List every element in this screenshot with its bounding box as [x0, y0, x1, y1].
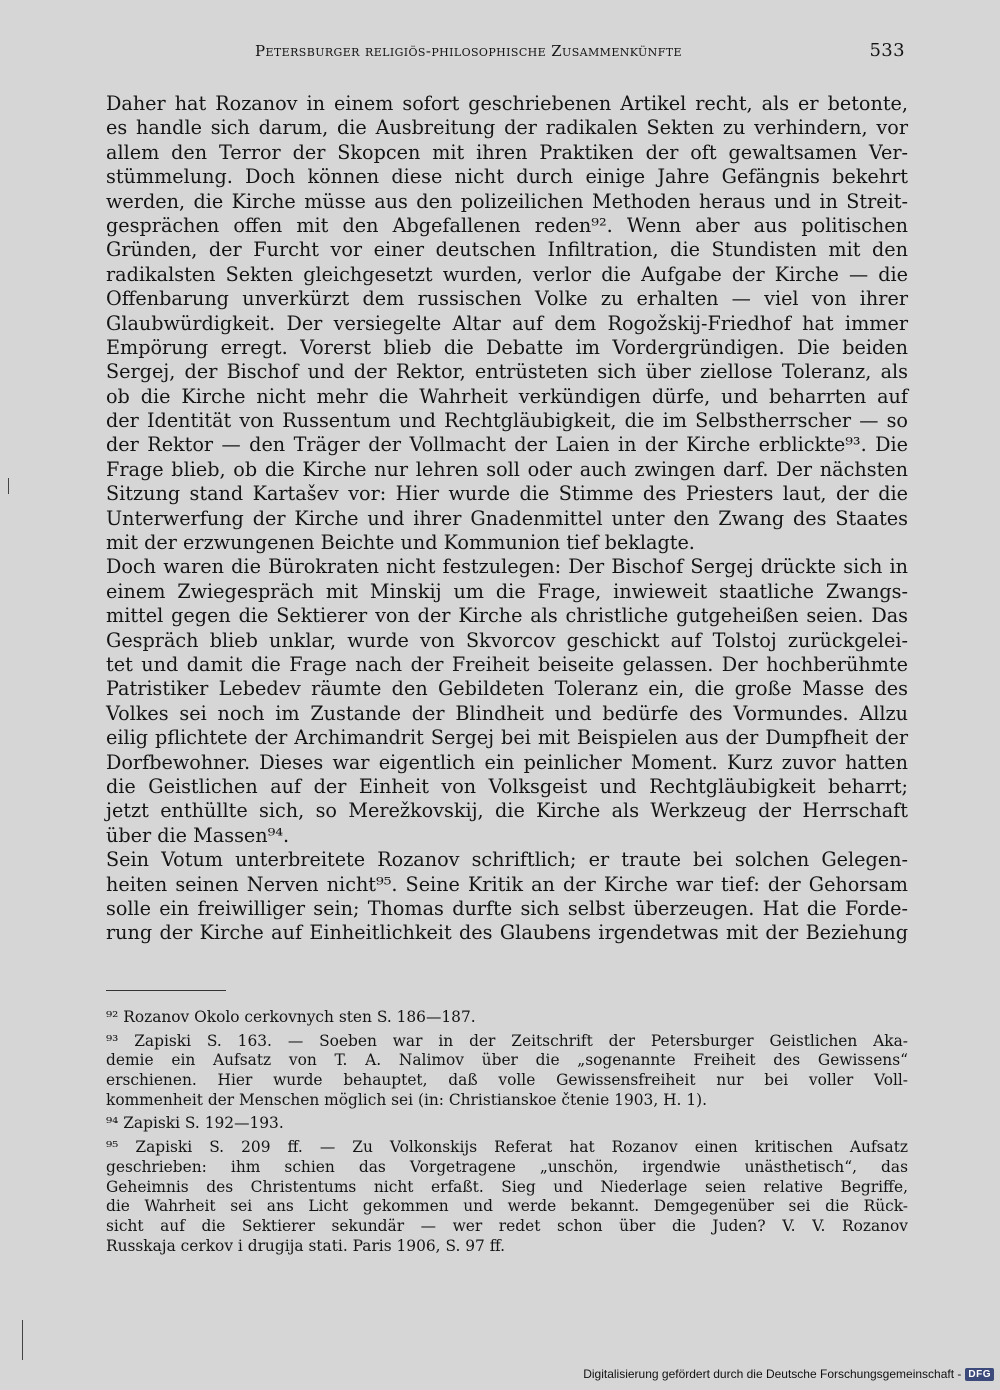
body-line: einem Zwiegespräch mit Minskij um die Frage, inwieweit staatliche Zwangs-	[106, 579, 908, 603]
body-line: Empörung erregt. Vorerst blieb die Debatte im Vordergründigen. Die beiden	[106, 335, 908, 359]
body-line: mittel gegen die Sektierer von der Kirche als christliche gutgeheißen seien. Das	[106, 604, 908, 628]
body-line: Offenbarung unverkürzt dem russischen Volke zu erhalten — viel von ihrer	[106, 287, 908, 311]
body-line: die Geistlichen auf der Einheit von Volksgeist und Rechtgläubigkeit beharrt;	[106, 774, 908, 798]
body-line: stümmelung. Doch können diese nicht durch einige Jahre Gefängnis bekehrt	[106, 165, 908, 189]
body-line: jetzt enthüllte sich, so Merežkovskij, die Kirche als Werkzeug der Herrschaft	[106, 799, 908, 823]
running-title: Petersburger religiös-philosophische Zusammenkünfte	[255, 42, 682, 60]
body-line: Gespräch blieb unklar, wurde von Skvorcov geschickt auf Tolstoj zurückgelei-	[106, 628, 908, 652]
body-line: Doch waren die Bürokraten nicht festzulegen: Der Bischof Sergej drückte sich in	[106, 555, 908, 579]
digitization-credit	[583, 1364, 994, 1384]
body-line: Gründen, der Furcht vor einer deutschen Infiltration, die Stundisten mit den	[106, 238, 908, 262]
body-line: werden, die Kirche müsse aus den polizeilichen Methoden heraus und in Streit-	[106, 189, 908, 213]
footnote-line: erschienen. Hier wurde behauptet, daß volle Gewissensfreiheit nur bei voller Voll-	[106, 1071, 908, 1090]
body-line: solle ein freiwilliger sein; Thomas durfte sich selbst überzeugen. Hat die Forde-	[106, 896, 908, 920]
body-line: über die Massen⁹⁴.	[106, 823, 290, 847]
credit-text: Digitalisierung gefördert durch die Deutsche Forschungsgemeinschaft -	[583, 1367, 962, 1381]
body-line: Volkes sei noch im Zustande der Blindheit und bedürfe des Vormundes. Allzu	[106, 701, 908, 725]
footnote-line: ⁹² Rozanov Okolo cerkovnych sten S. 186—187.	[106, 1008, 476, 1026]
body-line: Unterwerfung der Kirche und ihrer Gnadenmittel unter den Zwang des Staates	[106, 506, 908, 530]
body-line: Sitzung stand Kartašev vor: Hier wurde die Stimme des Priesters laut, der die	[106, 482, 908, 506]
footnote-line: geschrieben: ihm schien das Vorgetragene „unschön, irgendwie unästhetisch“, das	[106, 1157, 908, 1176]
footnote-line: Russkaja cerkov i drugija stati. Paris 1906, S. 97 ff.	[106, 1236, 505, 1255]
footnote-line: ⁹³ Zapiski S. 163. — Soeben war in der Zeitschrift der Petersburger Geistlichen Aka-	[106, 1031, 908, 1050]
running-header	[255, 40, 905, 66]
body-line: Glaubwürdigkeit. Der versiegelte Altar auf dem Rogožskij-Friedhof hat immer	[106, 311, 908, 335]
footnote-line: ⁹⁴ Zapiski S. 192—193.	[106, 1114, 284, 1133]
page-number: 533	[869, 40, 905, 61]
body-line: heiten seinen Nerven nicht⁹⁵. Seine Kritik an der Kirche war tief: der Gehorsam	[106, 872, 908, 896]
footnote-line: kommenheit der Menschen möglich sei (in: Christianskoe čtenie 1903, H. 1).	[106, 1090, 708, 1109]
footnote-line: die Wahrheit sei ans Licht gekommen und werde bekannt. Demgegenüber sei die Rück-	[106, 1197, 908, 1216]
footnote-line: sicht auf die Sektierer sekundär — wer redet schon über die Juden? V. V. Rozanov	[106, 1216, 908, 1235]
body-line: gesprächen offen mit den Abgefallenen reden⁹². Wenn aber aus politischen	[106, 213, 908, 237]
body-line: eilig pflichtete der Archimandrit Sergej bei mit Beispielen aus der Dumpfheit der	[106, 726, 908, 750]
body-line: rung der Kirche auf Einheitlichkeit des Glaubens irgendetwas mit der Beziehung	[106, 921, 908, 945]
body-line: Sergej, der Bischof und der Rektor, entrüsteten sich über ziellose Toleranz, als	[106, 360, 908, 384]
body-line: Frage blieb, ob die Kirche nur lehren soll oder auch zwingen darf. Der nächsten	[106, 457, 908, 481]
dfg-logo: DFG	[965, 1368, 994, 1381]
body-line: Sein Votum unterbreitete Rozanov schriftlich; er traute bei solchen Gelegen-	[106, 848, 908, 872]
scan-margin-mark	[22, 1320, 23, 1360]
footnotes	[106, 1008, 908, 1256]
footnote-line: demie ein Aufsatz von T. A. Nalimov über die „sogenannte Freiheit des Gewissens“	[106, 1051, 908, 1070]
body-line: tet und damit die Frage nach der Freiheit beiseite gelassen. Der hochberühmte	[106, 652, 908, 676]
body-text	[106, 92, 908, 946]
footnote-divider	[106, 990, 226, 991]
body-line: Daher hat Rozanov in einem sofort geschriebenen Artikel recht, als er betonte,	[106, 92, 908, 115]
body-line: radikalsten Sekten gleichgesetzt wurden, verlor die Aufgabe der Kirche — die	[106, 262, 908, 286]
body-line: mit der erzwungenen Beichte und Kommunion tief beklagte.	[106, 531, 695, 555]
body-line: ob die Kirche nicht mehr die Wahrheit verkündigen dürfe, und beharrten auf	[106, 384, 908, 408]
body-line: allem den Terror der Skopcen mit ihren Praktiken der oft gewaltsamen Ver-	[106, 140, 908, 164]
footnote-line: Geheimnis des Christentums nicht erfaßt. Sieg und Niederlage seien relative Begriffe,	[106, 1177, 908, 1196]
body-line: der Identität von Russentum und Rechtgläubigkeit, die im Selbstherrscher — so	[106, 409, 908, 433]
body-line: Patristiker Lebedev räumte den Gebildeten Toleranz ein, die große Masse des	[106, 677, 908, 701]
body-line: der Rektor — den Träger der Vollmacht der Laien in der Kirche erblickte⁹³. Die	[106, 433, 908, 457]
body-line: Dorfbewohner. Dieses war eigentlich ein peinlicher Moment. Kurz zuvor hatten	[106, 750, 908, 774]
scan-margin-mark	[8, 478, 9, 494]
footnote-line: ⁹⁵ Zapiski S. 209 ff. — Zu Volkonskijs Referat hat Rozanov einen kritischen Aufsatz	[106, 1138, 908, 1157]
body-line: es handle sich darum, die Ausbreitung der radikalen Sekten zu verhindern, vor	[106, 116, 908, 140]
